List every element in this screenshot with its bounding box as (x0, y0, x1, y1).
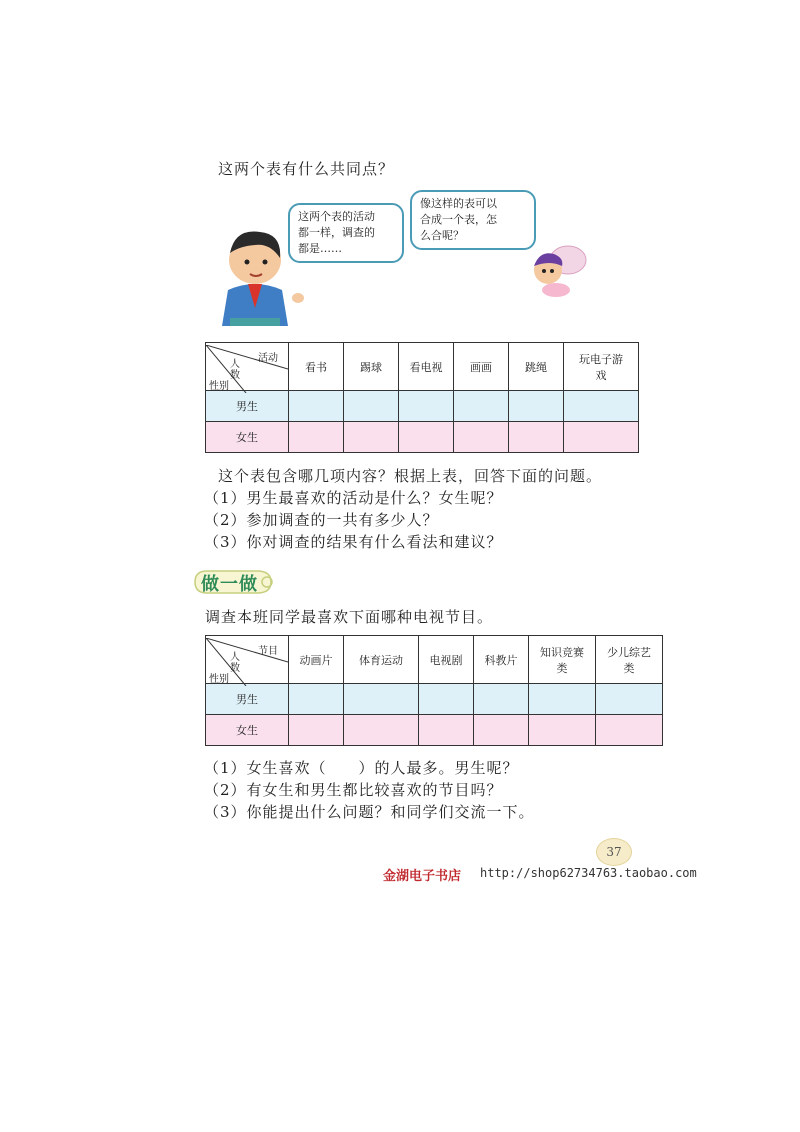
table-cell (564, 391, 639, 422)
table-cell (474, 715, 529, 746)
column-header: 体育运动 (344, 636, 419, 684)
corner-label-activity: 活动 (258, 352, 278, 364)
bubble-line: 合成一个表，怎 (420, 213, 497, 226)
section-badge-label: 做一做 (201, 574, 258, 595)
table-cell (399, 391, 454, 422)
table-cell (509, 422, 564, 453)
boy-speech-bubble (288, 203, 404, 263)
table-cell (509, 391, 564, 422)
table-cell (399, 422, 454, 453)
table-cell (419, 684, 474, 715)
table-cell (529, 684, 596, 715)
column-header: 电视剧 (419, 636, 474, 684)
activity-survey-table (205, 342, 639, 453)
table-corner-header (206, 636, 289, 684)
table-corner-header (206, 343, 289, 391)
column-header: 科教片 (474, 636, 529, 684)
column-header: 看电视 (399, 343, 454, 391)
table-cell (289, 422, 344, 453)
corner-label-count: 人数 (230, 651, 240, 674)
table-cell (344, 422, 399, 453)
tv-program-survey-table (205, 635, 663, 746)
angel-speech-bubble (410, 190, 536, 250)
row-label-boys: 男生 (206, 391, 289, 422)
table-cell (454, 422, 509, 453)
question-text: 这两个表有什么共同点？ (218, 160, 395, 178)
table-cell (289, 391, 344, 422)
column-header: 看书 (289, 343, 344, 391)
footer-url: http://shop62734763.taobao.com (480, 866, 697, 880)
question-item: （1）男生最喜欢的活动是什么？女生呢？ (204, 489, 503, 507)
bubble-line: 这两个表的活动 (298, 210, 375, 223)
table-cell (596, 715, 663, 746)
table-cell (289, 684, 344, 715)
angel-illustration (520, 238, 590, 300)
table-cell (564, 422, 639, 453)
bubble-line: 像这样的表可以 (420, 197, 497, 210)
task-text: 调查本班同学最喜欢下面哪种电视节目。 (205, 608, 494, 626)
table-cell (454, 391, 509, 422)
table-cell (419, 715, 474, 746)
row-label-girls: 女生 (206, 715, 289, 746)
corner-label-count: 人数 (230, 358, 240, 381)
question-item: （3）你对调查的结果有什么看法和建议？ (204, 533, 503, 551)
bubble-line: 都一样，调查的 (298, 226, 375, 239)
table-cell (344, 391, 399, 422)
column-header: 动画片 (289, 636, 344, 684)
corner-label-gender: 性别 (209, 673, 229, 685)
corner-label-program: 节目 (258, 645, 278, 657)
question-item: （2）有女生和男生都比较喜欢的节目吗？ (204, 781, 503, 799)
footer-store-name: 金湖电子书店 (383, 869, 462, 884)
question-item: （1）女生喜欢（ ）的人最多。男生呢？ (204, 759, 519, 777)
question-item: （3）你能提出什么问题？和同学们交流一下。 (204, 803, 535, 821)
corner-label-gender: 性别 (209, 380, 229, 392)
section-badge (191, 568, 277, 596)
questions-intro: 这个表包含哪几项内容？根据上表，回答下面的问题。 (218, 467, 603, 485)
table-cell (289, 715, 344, 746)
column-header: 画画 (454, 343, 509, 391)
column-header: 跳绳 (509, 343, 564, 391)
row-label-boys: 男生 (206, 684, 289, 715)
page-number: 37 (596, 838, 632, 866)
column-header: 少儿综艺类 (596, 636, 663, 684)
table-cell (344, 715, 419, 746)
column-header: 踢球 (344, 343, 399, 391)
table-cell (344, 684, 419, 715)
question-item: （2）参加调查的一共有多少人？ (204, 511, 439, 529)
column-header: 知识竞赛类 (529, 636, 596, 684)
table-cell (596, 684, 663, 715)
table-cell (529, 715, 596, 746)
row-label-girls: 女生 (206, 422, 289, 453)
column-header: 玩电子游戏 (564, 343, 639, 391)
bubble-line: 都是…… (298, 242, 342, 255)
bubble-line: 么合呢？ (420, 229, 464, 242)
table-cell (474, 684, 529, 715)
